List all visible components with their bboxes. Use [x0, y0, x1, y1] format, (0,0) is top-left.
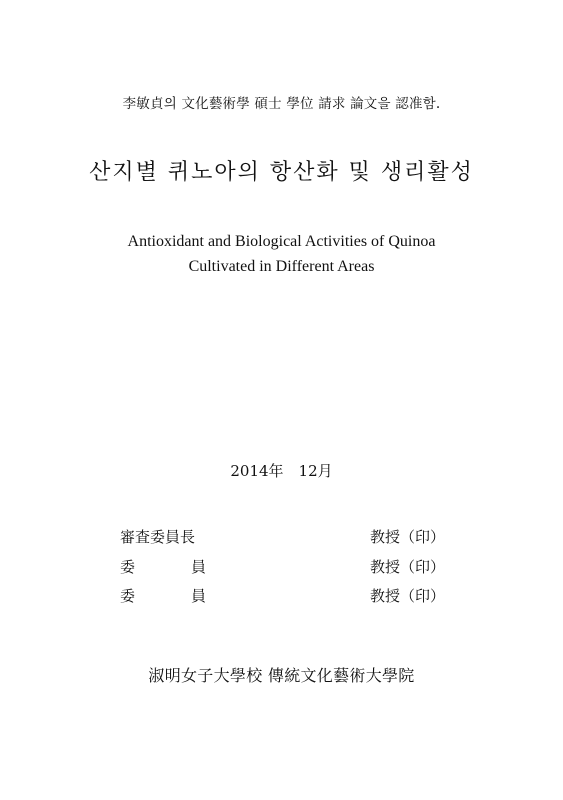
- committee-role-char: 員: [190, 558, 206, 576]
- committee-role: [120, 585, 206, 606]
- committee-role-char: 員: [190, 587, 206, 605]
- english-thesis-title-line-1: Antioxidant and Biological Activities of Quinoa: [127, 233, 436, 250]
- committee-row-chair: [120, 526, 450, 548]
- university-name: 淑明女子大學校 傳統文化藝術大學院: [148, 666, 415, 685]
- approval-date: 2014年 12月: [230, 462, 333, 480]
- committee-role-char: 委: [120, 558, 136, 576]
- committee-member-title: 教授（印）: [370, 558, 446, 576]
- committee-role-char: 委: [120, 587, 136, 605]
- committee-member-title: 教授（印）: [370, 587, 446, 605]
- committee-member-title: 教授（印）: [370, 528, 446, 546]
- approval-statement: 李敏貞의 文化藝術學 碩士 學位 請求 論文을 認准함.: [122, 96, 441, 112]
- committee-row-member: [120, 585, 450, 607]
- committee-role: 審査委員長: [120, 528, 196, 546]
- committee-row-member: [120, 556, 450, 578]
- korean-thesis-title: 산지별 퀴노아의 항산화 및 생리활성: [89, 160, 474, 185]
- committee-role: [120, 556, 206, 577]
- english-thesis-title-line-2: Cultivated in Different Areas: [188, 258, 375, 275]
